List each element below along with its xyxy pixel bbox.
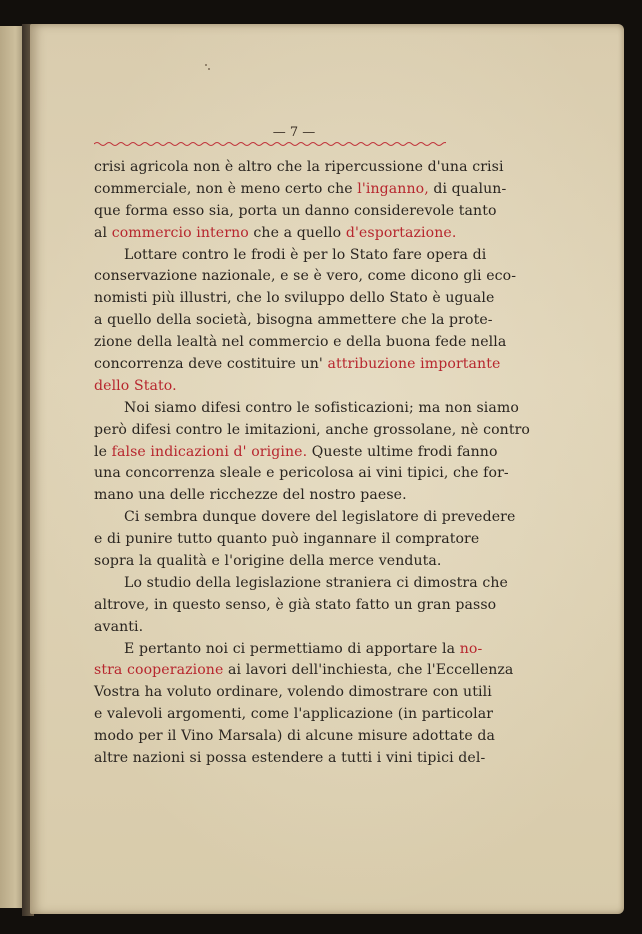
text-segment: Lo studio della legislazione straniera ci dimostra che <box>124 574 508 591</box>
highlighted-phrase: l'inganno, <box>357 180 429 197</box>
text-line <box>94 704 494 726</box>
text-line <box>94 288 495 310</box>
text-line <box>94 639 483 661</box>
text-segment: ai lavori dell'inchiesta, che l'Eccellenza <box>223 662 514 679</box>
text-line <box>94 420 531 442</box>
text-line <box>94 595 497 617</box>
text-segment: le <box>94 443 112 460</box>
text-segment: zione della lealtà nel commercio e della buona fede nella <box>94 334 507 351</box>
text-line <box>94 463 509 485</box>
text-line <box>94 223 457 245</box>
text-line <box>94 179 507 201</box>
text-segment: avanti. <box>94 618 144 635</box>
text-line <box>94 157 504 179</box>
text-segment: conservazione nazionale, e se è vero, come dicono gli eco- <box>94 268 517 285</box>
text-line <box>94 376 446 398</box>
text-line <box>94 507 516 529</box>
text-segment: e di punire tutto quanto può ingannare il compratore <box>94 531 480 548</box>
text-segment: Lottare contro le frodi è per lo Stato fare opera di <box>124 246 487 263</box>
text-line <box>94 398 519 420</box>
text-line <box>94 485 446 507</box>
text-segment: e valevoli argomenti, come l'applicazione (in particolar <box>94 706 494 723</box>
text-line <box>94 354 501 376</box>
text-line <box>94 201 497 223</box>
highlighted-phrase: false indicazioni d' origine. <box>111 443 308 460</box>
text-segment: Vostra ha voluto ordinare, volendo dimostrare con utili <box>94 684 492 701</box>
text-line <box>94 442 498 464</box>
text-segment: nomisti più illustri, che lo sviluppo dello Stato è uguale <box>94 290 495 307</box>
text-segment: sopra la qualità e l'origine della merce venduta. <box>94 553 442 570</box>
text-segment: concorrenza deve costituire un' <box>94 356 328 373</box>
highlighted-phrase: d'esportazione. <box>345 224 457 241</box>
text-line <box>94 332 507 354</box>
highlighted-phrase: no- <box>459 640 483 657</box>
page-number: — 7 — <box>272 125 316 140</box>
text-line <box>94 617 446 639</box>
text-segment: E pertanto noi ci permettiamo di apportare la <box>124 640 460 657</box>
text-segment: que forma esso sia, porta un danno considerevole tanto <box>94 202 497 219</box>
highlighted-phrase: stra cooperazione <box>94 662 224 679</box>
text-segment: Noi siamo difesi contro le sofisticazioni; ma non siamo <box>124 399 519 416</box>
highlighted-phrase: commercio interno <box>111 224 249 241</box>
text-segment: mano una delle ricchezze del nostro paese. <box>94 487 407 504</box>
text-segment: altre nazioni si possa estendere a tutti i vini tipici del- <box>94 750 486 767</box>
text-line <box>94 310 493 332</box>
text-segment: al <box>94 224 112 241</box>
highlighted-phrase: dello Stato. <box>94 377 177 394</box>
text-line <box>94 682 492 704</box>
text-segment: una concorrenza sleale e pericolosa ai vini tipici, che for- <box>94 465 509 482</box>
paper-speck <box>208 68 210 70</box>
paper-speck <box>205 64 207 66</box>
text-segment: di qualun- <box>428 180 507 197</box>
body-text <box>94 157 531 770</box>
text-line <box>94 529 480 551</box>
highlighted-phrase: attribuzione importante <box>327 356 501 373</box>
text-segment: altrove, in questo senso, è già stato fatto un gran passo <box>94 596 497 613</box>
text-segment: però difesi contro le imitazioni, anche grossolane, nè contro <box>94 421 531 438</box>
text-segment: modo per il Vino Marsala) di alcune misure adottate da <box>94 728 495 745</box>
text-segment: Queste ultime frodi fanno <box>307 443 498 460</box>
text-segment: commerciale, non è meno certo che <box>94 180 358 197</box>
text-line <box>94 551 446 573</box>
text-segment: Ci sembra dunque dovere del legislatore di prevedere <box>124 509 516 526</box>
text-segment: che a quello <box>248 224 346 241</box>
text-line <box>94 266 517 288</box>
text-line <box>94 245 487 267</box>
wavy-header-rule <box>94 140 446 148</box>
text-segment: crisi agricola non è altro che la ripercussione d'una crisi <box>94 159 504 175</box>
text-line <box>94 748 486 770</box>
text-line <box>94 573 508 595</box>
text-line <box>94 726 495 748</box>
text-segment: a quello della società, bisogna ammettere che la prote- <box>94 312 493 329</box>
text-line <box>94 660 514 682</box>
